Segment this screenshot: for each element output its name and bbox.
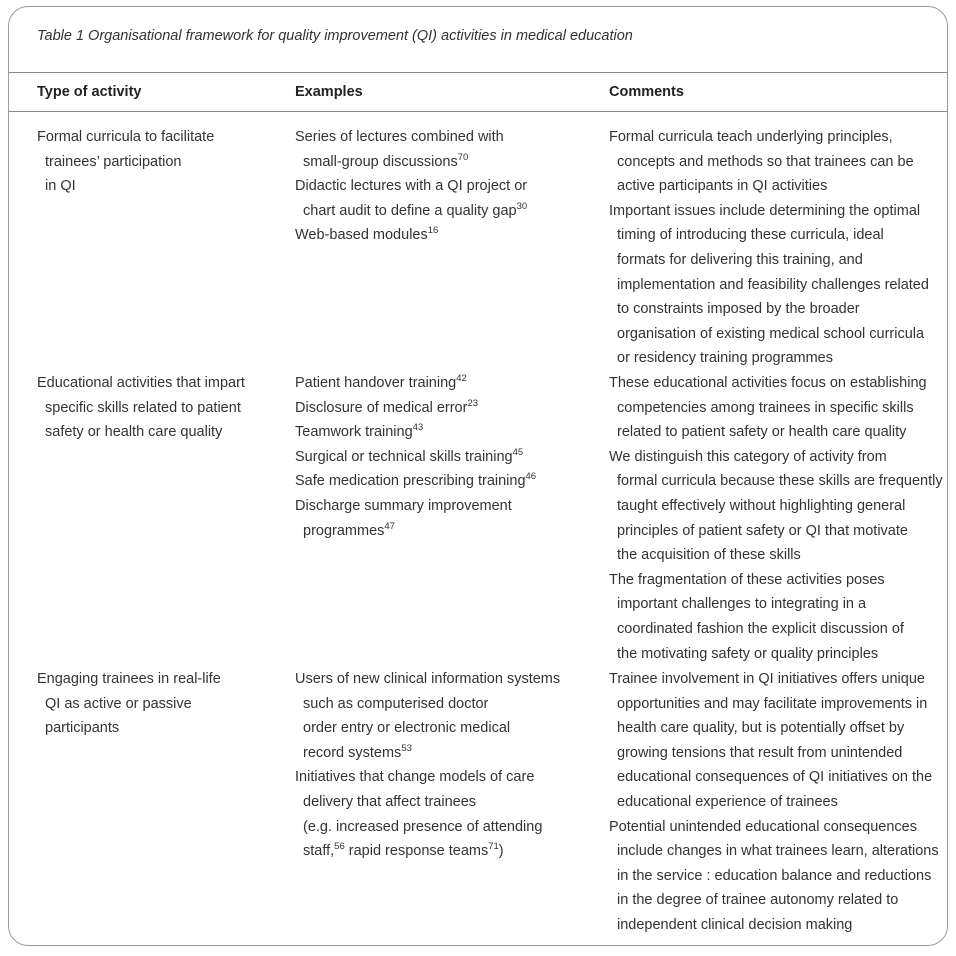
cell-text: order entry or electronic medical <box>303 720 511 737</box>
comment-line <box>609 741 939 766</box>
comment-line <box>609 445 943 470</box>
example-line <box>295 420 536 445</box>
cell-text: active participants in QI activities <box>617 178 828 195</box>
cell-text: Important issues include determining the optimal <box>609 202 921 219</box>
comment-line <box>609 346 929 371</box>
example-line <box>295 716 560 741</box>
example-line <box>295 519 536 544</box>
comment-entry <box>609 199 929 371</box>
example-line <box>295 790 560 815</box>
comment-line <box>609 543 943 568</box>
comment-line <box>609 322 929 347</box>
reference-superscript: 16 <box>427 225 439 237</box>
comments-cell <box>609 667 939 938</box>
comment-line <box>609 692 939 717</box>
example-line <box>295 150 527 175</box>
cell-text: the motivating safety or quality principles <box>617 645 879 662</box>
example-line <box>295 839 560 864</box>
reference-superscript: 30 <box>516 200 528 212</box>
example-entry <box>295 174 527 223</box>
comment-entry <box>609 125 929 199</box>
cell-text: health care quality, but is potentially offset by <box>617 720 905 737</box>
example-line <box>295 494 536 519</box>
comment-line <box>609 716 939 741</box>
comment-line <box>609 297 929 322</box>
cell-text: Series of lectures combined with <box>295 129 504 145</box>
example-entry <box>295 420 536 445</box>
header-type-of-activity: Type of activity <box>37 84 142 100</box>
type-line: Educational activities that impart <box>37 375 245 391</box>
cell-text: (e.g. increased presence of attending <box>303 818 543 835</box>
cell-text: taught effectively without highlighting general <box>617 497 906 514</box>
comment-line <box>609 125 929 150</box>
cell-text: important challenges to integrating in a <box>617 596 867 613</box>
cell-text: coordinated fashion the explicit discussion of <box>617 620 904 637</box>
cell-text: to constraints imposed by the broader <box>617 301 860 318</box>
cell-text: Web-based modules <box>295 227 428 244</box>
reference-superscript: 71 <box>488 841 499 853</box>
example-line <box>295 667 560 692</box>
example-line <box>295 445 536 470</box>
comment-line <box>609 642 943 667</box>
comment-line <box>609 888 939 913</box>
example-entry <box>295 667 560 765</box>
cell-text: competencies among trainees in specific skills <box>617 399 914 416</box>
cell-text: formal curricula because these skills are frequently <box>617 473 943 490</box>
cell-text: Potential unintended educational consequences <box>609 818 917 835</box>
cell-text: such as computerised doctor <box>303 695 489 712</box>
cell-text: Formal curricula teach underlying principles, <box>609 129 893 145</box>
example-entry <box>295 371 536 396</box>
comment-line <box>609 815 939 840</box>
cell-text: in the service : education balance and reductions <box>617 867 932 884</box>
example-line <box>295 469 536 494</box>
type-line: participants <box>45 720 120 737</box>
header-examples: Examples <box>295 84 363 100</box>
comment-line <box>609 765 939 790</box>
cell-text: in the degree of trainee autonomy related to <box>617 892 899 909</box>
examples-cell <box>295 667 560 864</box>
cell-text: rapid response teams <box>344 843 489 860</box>
type-line: Formal curricula to facilitate <box>37 129 215 145</box>
comment-line <box>609 396 943 421</box>
comment-line <box>609 617 943 642</box>
cell-text: chart audit to define a quality gap <box>303 202 517 219</box>
cell-text: opportunities and may facilitate improvements in <box>617 695 928 712</box>
examples-cell <box>295 125 527 248</box>
reference-superscript: 45 <box>512 446 524 458</box>
cell-text: independent clinical decision making <box>617 916 853 933</box>
comment-entry <box>609 667 939 815</box>
comment-line <box>609 150 929 175</box>
comment-line <box>609 913 939 938</box>
cell-text: include changes in what trainees learn, alterations <box>617 843 939 860</box>
cell-text: concepts and methods so that trainees can be <box>617 153 914 170</box>
example-entry <box>295 223 527 248</box>
example-line <box>295 692 560 717</box>
comment-line <box>609 519 943 544</box>
comment-entry <box>609 568 943 666</box>
table-caption: Table 1 Organisational framework for quality improvement (QI) activities in medical education <box>37 28 633 44</box>
comments-cell <box>609 371 943 666</box>
type-of-activity-cell <box>37 667 221 741</box>
example-line <box>295 125 527 150</box>
cell-text: or residency training programmes <box>617 350 833 367</box>
comment-line <box>609 592 943 617</box>
comment-line <box>609 199 929 224</box>
cell-text: principles of patient safety or QI that motivate <box>617 522 908 539</box>
type-line: safety or health care quality <box>45 424 223 441</box>
example-entry <box>295 469 536 494</box>
cell-text: Surgical or technical skills training <box>295 448 513 465</box>
comment-line <box>609 790 939 815</box>
reference-superscript: 42 <box>456 373 467 384</box>
comments-cell <box>609 125 929 371</box>
reference-superscript: 46 <box>525 471 537 483</box>
comment-line <box>609 864 939 889</box>
type-of-activity-cell <box>37 125 214 199</box>
reference-superscript: 43 <box>412 422 424 434</box>
comment-line <box>609 469 943 494</box>
cell-text: programmes <box>303 522 385 539</box>
example-entry <box>295 494 536 543</box>
comment-entry <box>609 371 943 445</box>
comment-line <box>609 273 929 298</box>
cell-text: staff, <box>303 843 335 860</box>
cell-text: Didactic lectures with a QI project or <box>295 178 528 195</box>
example-line <box>295 199 527 224</box>
type-line: in QI <box>45 178 76 195</box>
example-entry <box>295 396 536 421</box>
examples-cell <box>295 371 536 543</box>
reference-superscript: 47 <box>384 520 395 532</box>
cell-text: timing of introducing these curricula, ideal <box>617 227 884 244</box>
example-line <box>295 741 560 766</box>
cell-text: related to patient safety or health care quality <box>617 424 907 441</box>
reference-superscript: 23 <box>467 397 479 409</box>
comment-line <box>609 839 939 864</box>
example-line <box>295 765 560 790</box>
comment-line <box>609 223 929 248</box>
comment-line <box>609 174 929 199</box>
comment-entry <box>609 815 939 938</box>
cell-text: formats for delivering this training, and <box>617 251 863 268</box>
cell-text: educational consequences of QI initiatives on the <box>617 769 933 786</box>
comment-line <box>609 420 943 445</box>
cell-text: Teamwork training <box>295 424 413 441</box>
cell-text: Disclosure of medical error <box>295 399 468 416</box>
example-line <box>295 223 527 248</box>
reference-superscript: 53 <box>401 742 412 754</box>
example-line <box>295 815 560 840</box>
cell-text: the acquisition of these skills <box>617 547 801 564</box>
example-line <box>295 174 527 199</box>
reference-superscript: 56 <box>334 841 345 853</box>
comment-line <box>609 371 943 396</box>
cell-text: growing tensions that result from unintended <box>617 744 903 761</box>
cell-text: organisation of existing medical school curricula <box>617 325 925 342</box>
type-of-activity-cell <box>37 371 245 445</box>
cell-text: implementation and feasibility challenges related <box>617 276 929 293</box>
cell-text: delivery that affect trainees <box>303 793 477 810</box>
example-entry <box>295 445 536 470</box>
cell-text: Discharge summary improvement <box>295 497 512 514</box>
cell-text: We distinguish this category of activity from <box>609 448 887 465</box>
cell-text: Trainee involvement in QI initiatives offers unique <box>609 671 925 687</box>
reference-superscript: 70 <box>457 151 469 163</box>
cell-text: The fragmentation of these activities poses <box>609 571 885 588</box>
comment-entry <box>609 445 943 568</box>
comment-line <box>609 248 929 273</box>
comment-line <box>609 667 939 692</box>
cell-text: small-group discussions <box>303 153 458 170</box>
header-comments: Comments <box>609 84 684 100</box>
example-line <box>295 396 536 421</box>
cell-text: Initiatives that change models of care <box>295 769 535 786</box>
example-entry <box>295 125 527 174</box>
example-entry <box>295 765 560 863</box>
cell-text: Patient handover training <box>295 375 457 391</box>
cell-text: record systems <box>303 744 402 761</box>
header-rule <box>9 111 948 112</box>
comment-line <box>609 494 943 519</box>
cell-text: ) <box>498 843 504 860</box>
cell-text: These educational activities focus on establishing <box>609 375 927 391</box>
type-line: QI as active or passive <box>45 695 192 712</box>
type-line: trainees’ participation <box>45 153 182 170</box>
type-line: Engaging trainees in real-life <box>37 671 221 687</box>
comment-line <box>609 568 943 593</box>
top-rule <box>9 72 948 73</box>
cell-text: Safe medication prescribing training <box>295 473 526 490</box>
example-line <box>295 371 536 396</box>
cell-text: educational experience of trainees <box>617 793 838 810</box>
cell-text: Users of new clinical information systems <box>295 671 561 687</box>
type-line: specific skills related to patient <box>45 399 241 416</box>
